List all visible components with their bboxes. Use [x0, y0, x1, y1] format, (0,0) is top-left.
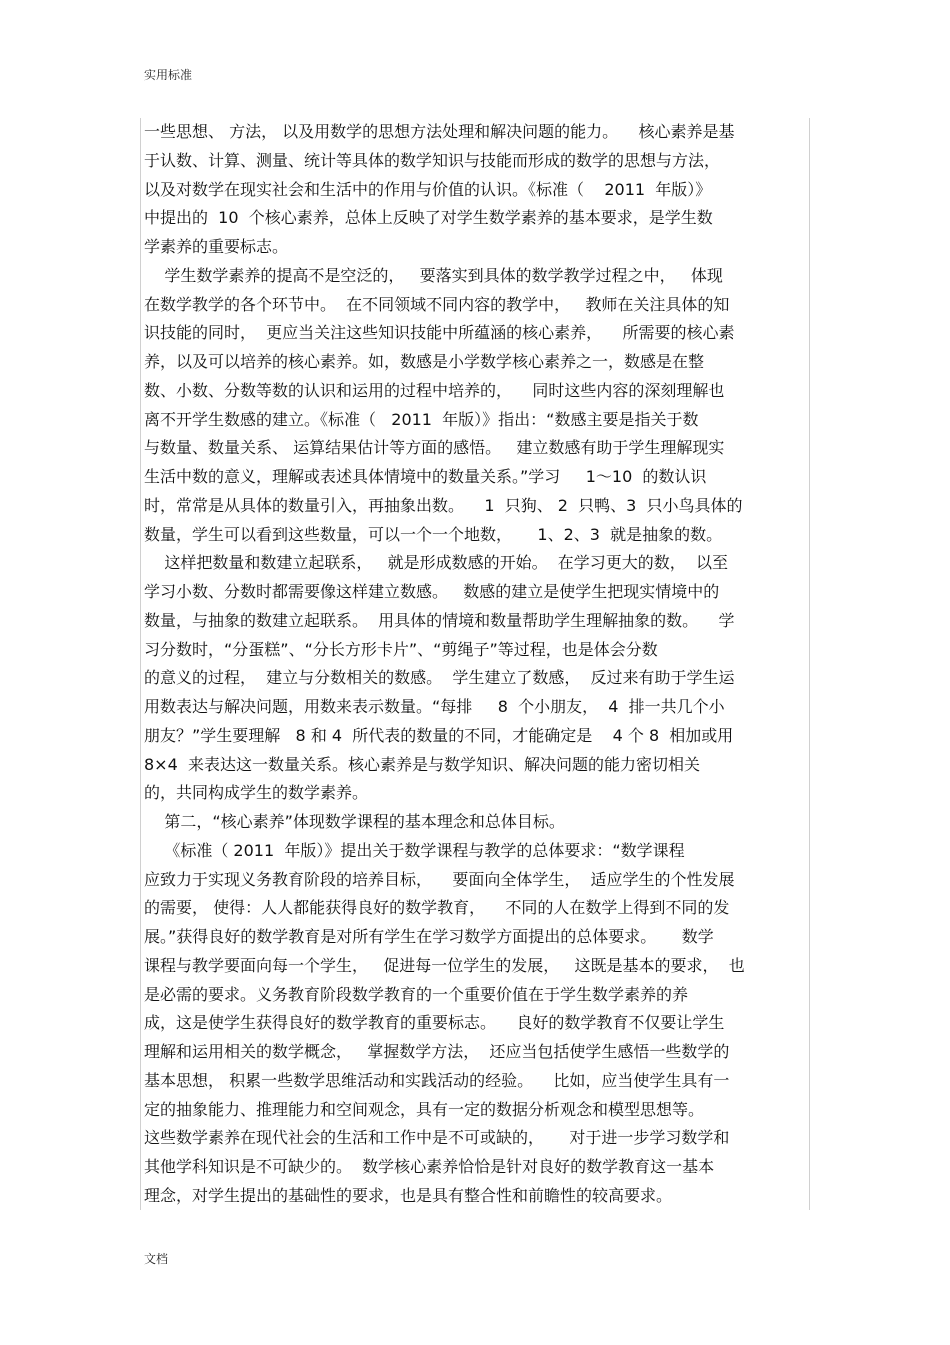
- text-line: 在数学教学的各个环节中。 在不同领域不同内容的教学中， 教师在关注具体的知: [144, 294, 730, 314]
- text-line: 养，以及可以培养的核心素养。如，数感是小学数学核心素养之一，数感是在整: [144, 352, 705, 371]
- text-line: 第二，“核心素养”体现数学课程的基本理念和总体目标。: [144, 812, 565, 831]
- text-line: 学素养的重要标志。: [144, 237, 289, 256]
- text-line: 学习小数、分数时都需要像这样建立数感。 数感的建立是使学生把现实情境中的: [144, 582, 720, 601]
- page-header: 实用标准: [144, 68, 193, 82]
- text-line: 生活中数的意义，理解或表述具体情境中的数量关系。”学习 1～10 的数认识: [144, 467, 707, 486]
- text-line: 与数量、数量关系、 运算结果估计等方面的感悟。 建立数感有助于学生理解现实: [144, 438, 725, 458]
- text-line: 《标准（ 2011 年版）》提出关于数学课程与教学的总体要求：“数学课程: [144, 840, 685, 860]
- text-line: 中提出的 10 个核心素养，总体上反映了对学生数学素养的基本要求，是学生数: [144, 208, 713, 228]
- text-line: 成，这是使学生获得良好的数学教育的重要标志。 良好的数学教育不仅要让学生: [144, 1013, 725, 1033]
- text-line: 这样把数量和数建立起联系， 就是形成数感的开始。 在学习更大的数， 以至: [144, 553, 728, 573]
- text-line: 以及对数学在现实社会和生活中的作用与价值的认识。《标准（ 2011 年版）》: [144, 179, 712, 199]
- text-line: 学生数学素养的提高不是空泛的， 要落实到具体的数学教学过程之中， 体现: [144, 265, 723, 285]
- text-line: 识技能的同时， 更应当关注这些知识技能中所蕴涵的核心素养， 所需要的核心素: [144, 323, 735, 343]
- text-line: 课程与教学要面向每一个学生， 促进每一位学生的发展， 这既是基本的要求， 也: [144, 955, 745, 975]
- text-line: 的意义的过程， 建立与分数相关的数感。 学生建立了数感， 反过来有助于学生运: [144, 668, 735, 688]
- text-line: 基本思想， 积累一些数学思维活动和实践活动的经验。 比如，应当使学生具有一: [144, 1070, 730, 1090]
- text-line: 于认数、计算、测量、统计等具体的数学知识与技能而形成的数学的思想与方法，: [144, 150, 721, 170]
- page-footer: 文档: [144, 1252, 169, 1266]
- text-line: 数量，与抽象的数建立起联系。 用具体的情境和数量帮助学生理解抽象的数。 学: [144, 610, 735, 630]
- text-line: 用数表达与解决问题，用数来表示数量。“每排 8 个小朋友， 4 排一共几个小: [144, 697, 725, 716]
- text-line: 离不开学生数感的建立。《标准（ 2011 年版）》指出：“数感主要是指关于数: [144, 409, 699, 429]
- text-line: 的，共同构成学生的数学素养。: [144, 783, 369, 803]
- text-line: 数量，学生可以看到这些数量，可以一个一个地数， 1、2、3 就是抽象的数。: [144, 524, 723, 544]
- text-line: 理念，对学生提出的基础性的要求，也是具有整合性和前瞻性的较高要求。: [144, 1185, 673, 1205]
- text-line: 的需要， 使得：人人都能获得良好的数学教育， 不同的人在数学上得到不同的发: [144, 898, 730, 918]
- text-line: 数、小数、分数等数的认识和运用的过程中培养的， 同时这些内容的深刻理解也: [144, 380, 725, 400]
- text-line: 8×4 来表达这一数量关系。核心素养是与数学知识、解决问题的能力密切相关: [144, 754, 700, 774]
- text-line: 这些数学素养在现代社会的生活和工作中是不可或缺的， 对于进一步学习数学和: [144, 1128, 730, 1148]
- text-line: 时，常常是从具体的数量引入，再抽象出数。 1 只狗、 2 只鸭、3 只小鸟具体的: [144, 495, 743, 515]
- text-line: 其他学科知识是不可缺少的。 数学核心素养恰恰是针对良好的数学教育这一基本: [144, 1157, 715, 1176]
- text-line: 一些思想、 方法， 以及用数学的思想方法处理和解决问题的能力。 核心素养是基: [144, 122, 735, 141]
- text-line: 是必需的要求。义务教育阶段数学教育的一个重要价值在于学生数学素养的养: [144, 984, 689, 1004]
- text-line: 朋友？”学生要理解 8 和 4 所代表的数量的不同，才能确定是 4 个 8 相加或用: [144, 725, 734, 745]
- text-line: 定的抽象能力、推理能力和空间观念，具有一定的数据分析观念和模型思想等。: [144, 1099, 705, 1119]
- text-line: 习分数时，“分蛋糕”、“分长方形卡片”、“剪绳子”等过程，也是体会分数: [144, 639, 658, 659]
- text-line: 理解和运用相关的数学概念， 掌握数学方法， 还应当包括使学生感悟一些数学的: [144, 1042, 730, 1061]
- text-line: 应致力于实现义务教育阶段的培养目标， 要面向全体学生， 适应学生的个性发展: [144, 869, 735, 889]
- text-line: 展。”获得良好的数学教育是对所有学生在学习数学方面提出的总体要求。 数学: [144, 927, 714, 946]
